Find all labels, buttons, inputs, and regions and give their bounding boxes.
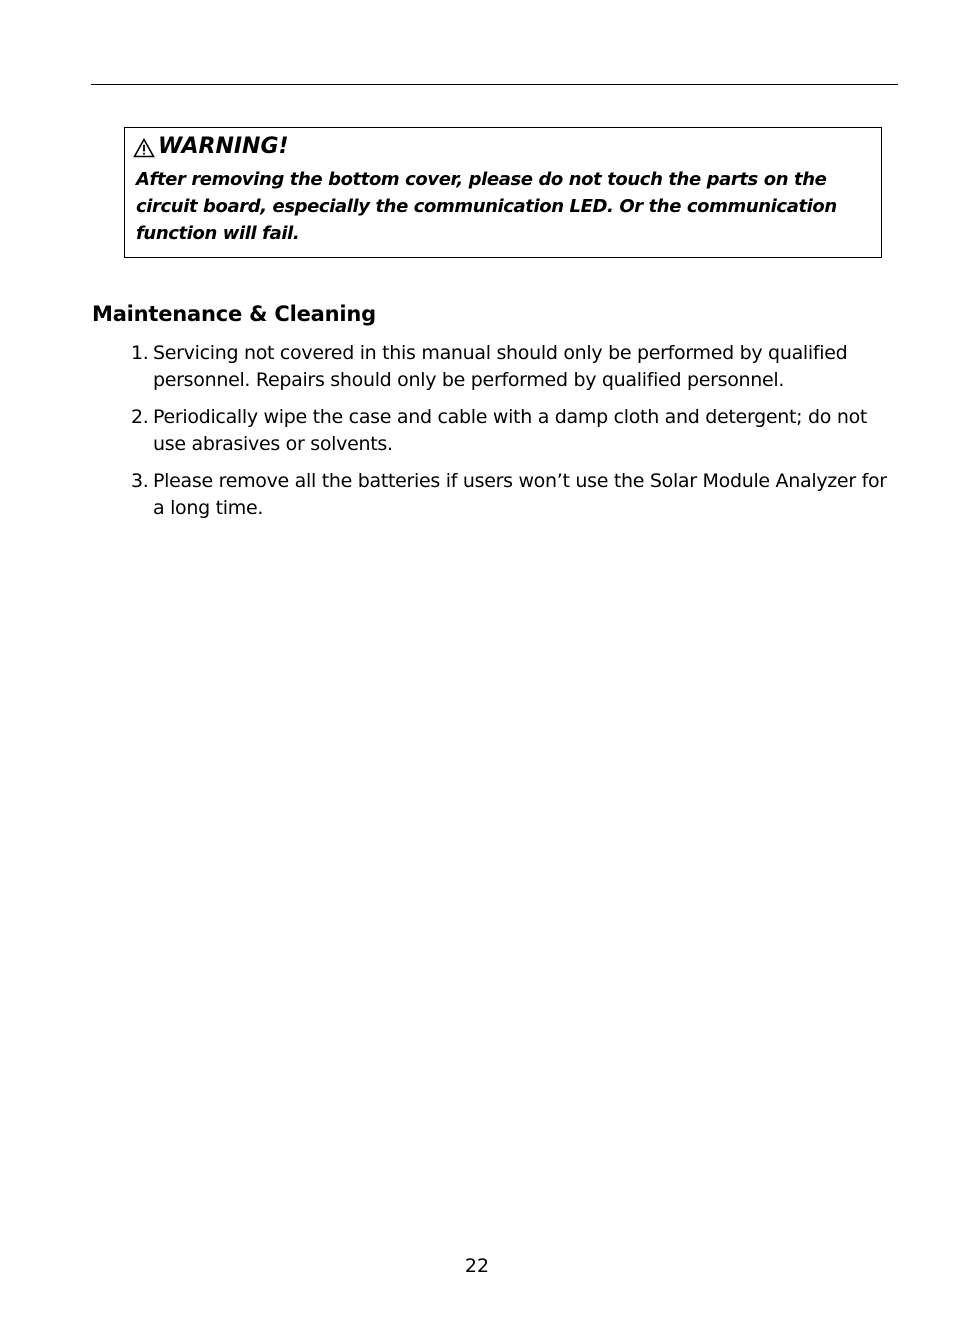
list-item-text: Periodically wipe the case and cable with a damp cloth and detergent; do not use abrasives or solvents. xyxy=(153,406,868,455)
list-item xyxy=(131,468,891,521)
list-item-number: 2. xyxy=(131,406,149,428)
warning-title: WARNING! xyxy=(158,134,289,159)
warning-text: After removing the bottom cover, please do not touch the parts on the circuit board, especially the communication LED. Or the communication function will fail. xyxy=(136,169,837,244)
maintenance-list xyxy=(131,340,891,532)
list-item-text: Servicing not covered in this manual should only be performed by qualified personnel. Repairs should only be performed by qualified personnel. xyxy=(153,342,848,391)
list-item xyxy=(131,340,891,393)
warning-triangle-icon xyxy=(133,138,155,158)
list-item xyxy=(131,404,891,457)
warning-box xyxy=(124,127,882,258)
list-item-number: 1. xyxy=(131,342,149,364)
warning-heading xyxy=(133,133,289,161)
header-rule xyxy=(91,84,898,85)
list-item-text: Please remove all the batteries if users won’t use the Solar Module Analyzer for a long time. xyxy=(153,470,887,519)
section-heading: Maintenance & Cleaning xyxy=(92,302,376,326)
list-item-number: 3. xyxy=(131,470,149,492)
page-number: 22 xyxy=(464,1255,490,1277)
